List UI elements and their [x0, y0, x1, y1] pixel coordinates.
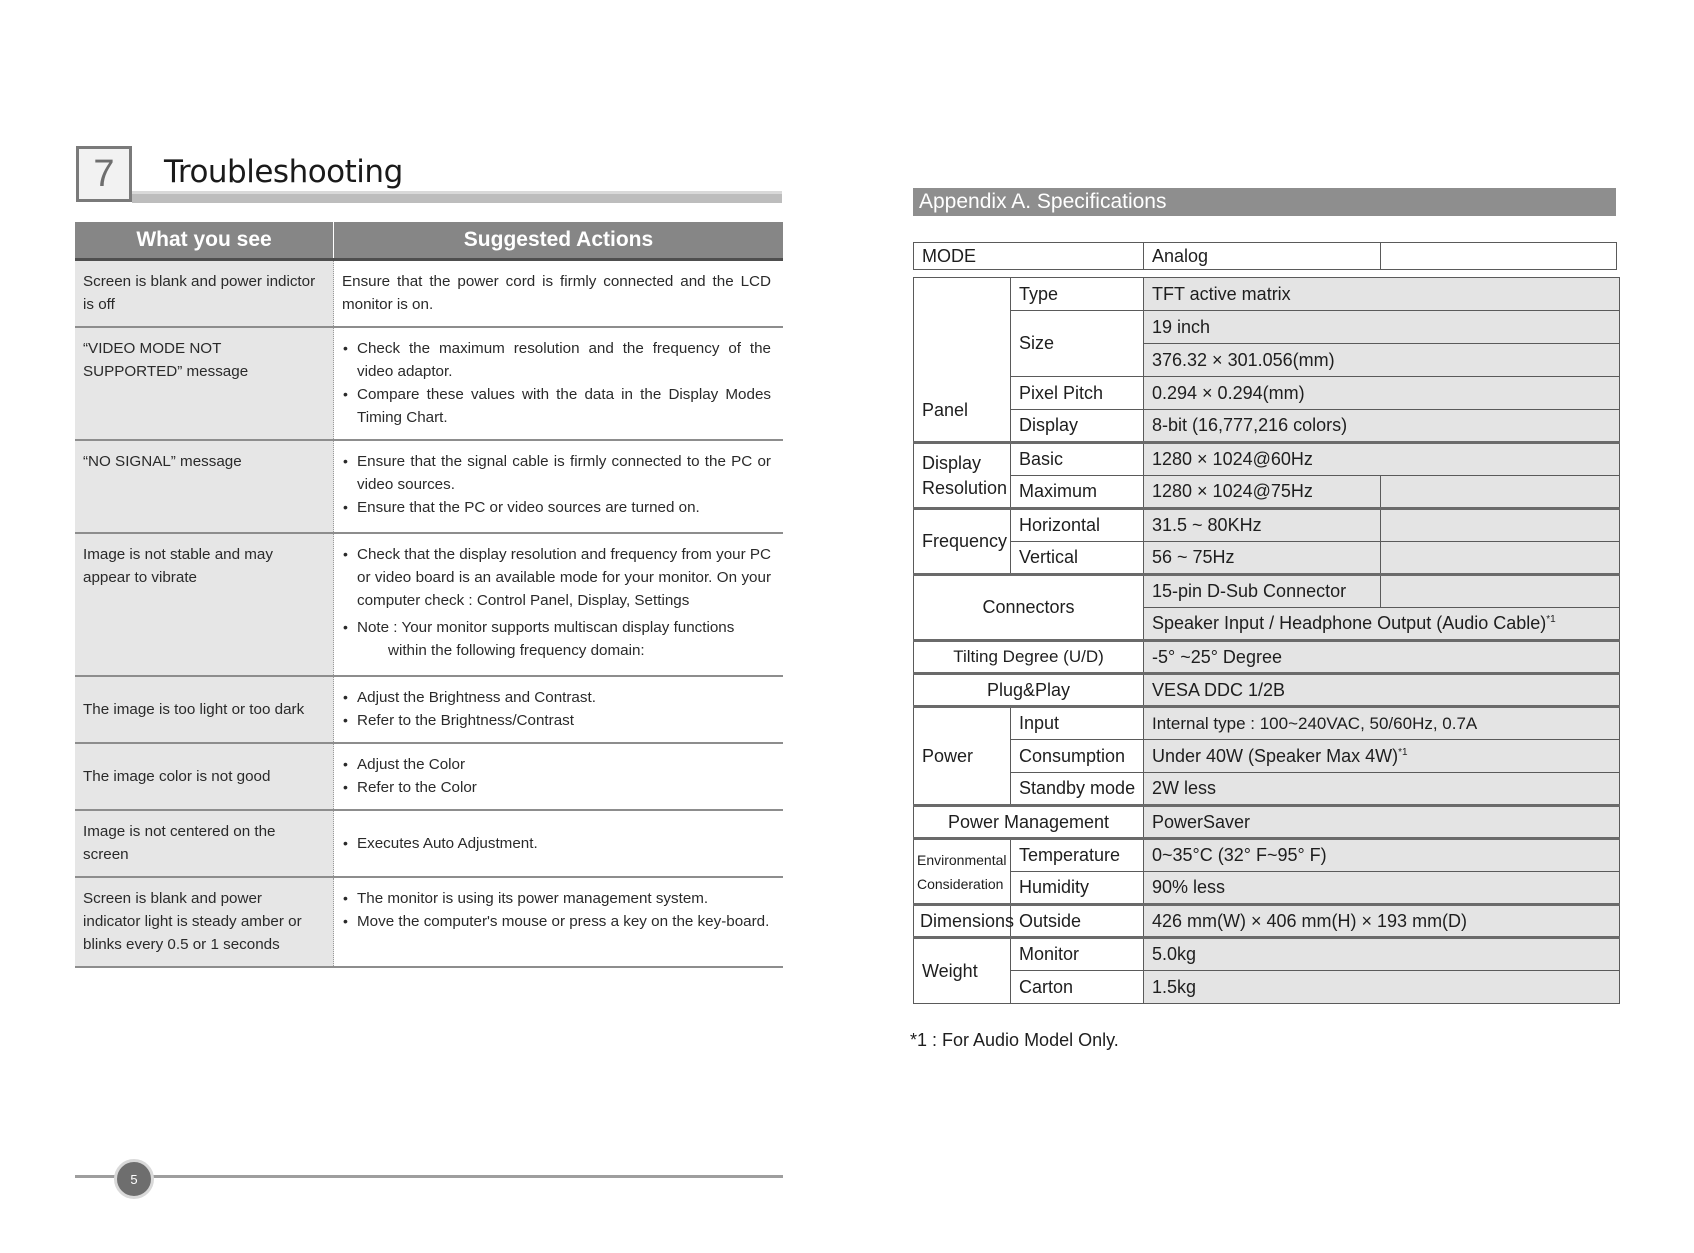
spec-label: Input [1011, 707, 1144, 740]
troubleshooting-table [75, 222, 783, 968]
spec-label: Consumption [1011, 740, 1144, 773]
spec-row-power-consumption [914, 740, 1620, 773]
action-cell [334, 440, 784, 533]
spec-label: Temperature [1011, 839, 1144, 872]
spec-value: VESA DDC 1/2B [1144, 674, 1620, 707]
spec-value: 8-bit (16,777,216 colors) [1144, 410, 1620, 443]
spec-row-weight-monitor [914, 938, 1620, 971]
spec-label: Basic [1011, 443, 1144, 476]
action-bullet: • Adjust the Brightness and Contrast. [342, 686, 771, 709]
symptom-cell: “NO SIGNAL” message [75, 440, 334, 533]
spec-value: 0.294 × 0.294(mm) [1144, 377, 1620, 410]
symptom-cell: “VIDEO MODE NOT SUPPORTED” message [75, 327, 334, 440]
spec-row-panel-type [914, 278, 1620, 311]
spec-value: PowerSaver [1144, 806, 1620, 839]
action-bullet: • Note : Your monitor supports multiscan display functions [342, 616, 771, 639]
action-bullet: • Executes Auto Adjustment. [342, 832, 771, 855]
spec-label: Vertical [1011, 542, 1144, 575]
spec-label: Maximum [1011, 476, 1144, 509]
spec-row-frequency-h [914, 509, 1620, 542]
spec-value-text: Under 40W (Speaker Max 4W) [1152, 745, 1399, 766]
spec-label: Standby mode [1011, 773, 1144, 806]
spec-group-environment [914, 839, 1011, 905]
spec-value: 1280 × 1024@60Hz [1144, 443, 1620, 476]
action-cell [334, 810, 784, 877]
action-text: Ensure that the power cord is firmly connected and the LCD monitor is on. [342, 273, 771, 313]
action-bullet: • Refer to the Brightness/Contrast [342, 709, 771, 732]
spec-row-environment-temp [914, 839, 1620, 872]
table-row [75, 260, 783, 328]
action-bullet: • Ensure that the signal cable is firmly connected to the PC or video sources. [342, 450, 771, 496]
spec-empty-cell [1381, 575, 1620, 608]
spec-row-power-input [914, 707, 1620, 740]
spec-label: Carton [1011, 971, 1144, 1004]
action-bullet: • Ensure that the PC or video sources are turned on. [342, 496, 771, 519]
action-cell [334, 533, 784, 676]
table-row [75, 533, 783, 676]
action-cell [334, 743, 784, 810]
spec-row-panel-display [914, 410, 1620, 443]
spec-label: Power Management [914, 806, 1144, 839]
spec-row-panel-size [914, 311, 1620, 344]
table-row [75, 440, 783, 533]
spec-label-mode: MODE [914, 243, 1144, 270]
spec-value: 19 inch [1144, 311, 1620, 344]
spec-row-power-management [914, 806, 1620, 839]
chapter-number-box [76, 146, 132, 202]
footnote: *1 : For Audio Model Only. [910, 1030, 1119, 1050]
spec-value: Internal type : 100~240VAC, 50/60Hz, 0.7A [1144, 707, 1620, 740]
symptom-cell: Image is not centered on the screen [75, 810, 334, 877]
footnote-mark: *1 [1546, 614, 1556, 625]
table-row [75, 810, 783, 877]
symptom-cell: Screen is blank and power indictor is off [75, 260, 334, 328]
spec-value: 31.5 ~ 80KHz [1144, 509, 1381, 542]
spec-label: Horizontal [1011, 509, 1144, 542]
spec-value: 90% less [1144, 872, 1620, 905]
spec-group-environment-line1: Environmental [917, 851, 1007, 868]
spec-label: Size [1011, 311, 1144, 377]
page-number-badge [114, 1159, 154, 1199]
column-header-what-you-see: What you see [75, 222, 334, 260]
spec-group-environment-line2: Consideration [917, 875, 1004, 892]
action-bullet: • Adjust the Color [342, 753, 771, 776]
page-number: 5 [130, 1171, 138, 1187]
spec-row-resolution-basic [914, 443, 1620, 476]
appendix-title: Appendix A. Specifications [913, 188, 1616, 216]
spec-empty-cell [1381, 243, 1617, 270]
table-header-row [75, 222, 783, 260]
spec-row-dimensions [914, 905, 1620, 938]
spec-row-mode [914, 243, 1617, 270]
symptom-cell: Image is not stable and may appear to vibrate [75, 533, 334, 676]
spec-row-environment-humidity [914, 872, 1620, 905]
spec-label: Humidity [1011, 872, 1144, 905]
spec-value-text: Speaker Input / Headphone Output (Audio Cable) [1152, 613, 1547, 633]
action-bullet: • Compare these values with the data in the Display Modes Timing Chart. [342, 383, 771, 429]
spec-value: TFT active matrix [1144, 278, 1620, 311]
spec-value: 1280 × 1024@75Hz [1144, 476, 1381, 509]
chapter-rule [132, 194, 782, 203]
spec-value: 426 mm(W) × 406 mm(H) × 193 mm(D) [1144, 905, 1620, 938]
action-bullet: • Check the maximum resolution and the frequency of the video adaptor. [342, 337, 771, 383]
action-bullet: • Move the computer's mouse or press a key on the key-board. [342, 910, 771, 933]
action-bullet: • Refer to the Color [342, 776, 771, 799]
table-row [75, 743, 783, 810]
spec-empty-cell [1381, 509, 1620, 542]
spec-group-connectors: Connectors [914, 575, 1144, 641]
spec-group-resolution [914, 443, 1011, 509]
footnote-mark: *1 [1398, 746, 1408, 758]
spec-value: 1.5kg [1144, 971, 1620, 1004]
spec-group-resolution-line2: Resolution [922, 477, 1008, 498]
spec-value-mode: Analog [1144, 243, 1381, 270]
action-bullet: • Check that the display resolution and frequency from your PC or video board is an available mode for your monitor. On your computer check : Control Panel, Display, Settings [342, 543, 771, 612]
spec-label: Tilting Degree (U/D) [914, 641, 1144, 674]
spec-row-resolution-max [914, 476, 1620, 509]
action-cell [334, 676, 784, 743]
spec-row-panel-pitch [914, 377, 1620, 410]
spec-row-connectors-1 [914, 575, 1620, 608]
spec-group-weight: Weight [914, 938, 1011, 1004]
chapter-title: Troubleshooting [164, 154, 403, 190]
note-continuation: within the following frequency domain: [388, 642, 645, 659]
spec-value: 5.0kg [1144, 938, 1620, 971]
spec-label: Pixel Pitch [1011, 377, 1144, 410]
spec-value: 376.32 × 301.056(mm) [1144, 344, 1620, 377]
spec-value: 2W less [1144, 773, 1620, 806]
footer-rule [75, 1175, 783, 1178]
spec-mode-table [913, 242, 1617, 270]
symptom-cell: Screen is blank and power indicator light is steady amber or blinks every 0.5 or 1 seconds [75, 877, 334, 967]
spec-empty-cell [1381, 476, 1620, 509]
spec-row-frequency-v [914, 542, 1620, 575]
spec-label: Type [1011, 278, 1144, 311]
spec-value [1144, 740, 1620, 773]
action-bullet: • The monitor is using its power management system. [342, 887, 771, 910]
action-cell [334, 327, 784, 440]
spec-group-resolution-line1: Display [922, 452, 982, 473]
table-row [75, 327, 783, 440]
spec-group-frequency: Frequency [914, 509, 1011, 575]
spec-group-panel: Panel [914, 278, 1011, 443]
spec-value: 0~35°C (32° F~95° F) [1144, 839, 1620, 872]
symptom-cell: The image is too light or too dark [75, 676, 334, 743]
spec-row-weight-carton [914, 971, 1620, 1004]
spec-value: 15-pin D-Sub Connector [1144, 575, 1381, 608]
spec-label: Plug&Play [914, 674, 1144, 707]
spec-row-plugplay [914, 674, 1620, 707]
action-cell [334, 260, 784, 328]
chapter-number: 7 [93, 152, 115, 195]
spec-row-power-standby [914, 773, 1620, 806]
spec-row-tilting [914, 641, 1620, 674]
spec-label: Outside [1011, 905, 1144, 938]
column-header-suggested-actions: Suggested Actions [334, 222, 784, 260]
spec-label: Monitor [1011, 938, 1144, 971]
spec-value [1144, 608, 1620, 641]
spec-table [913, 277, 1620, 1004]
spec-group-power: Power [914, 707, 1011, 806]
spec-group-dimensions: Dimensions [914, 905, 1011, 938]
spec-value: -5° ~25° Degree [1144, 641, 1620, 674]
spec-empty-cell [1381, 542, 1620, 575]
table-row [75, 877, 783, 967]
table-row [75, 676, 783, 743]
symptom-cell: The image color is not good [75, 743, 334, 810]
action-cell [334, 877, 784, 967]
spec-label: Display [1011, 410, 1144, 443]
spec-value: 56 ~ 75Hz [1144, 542, 1381, 575]
